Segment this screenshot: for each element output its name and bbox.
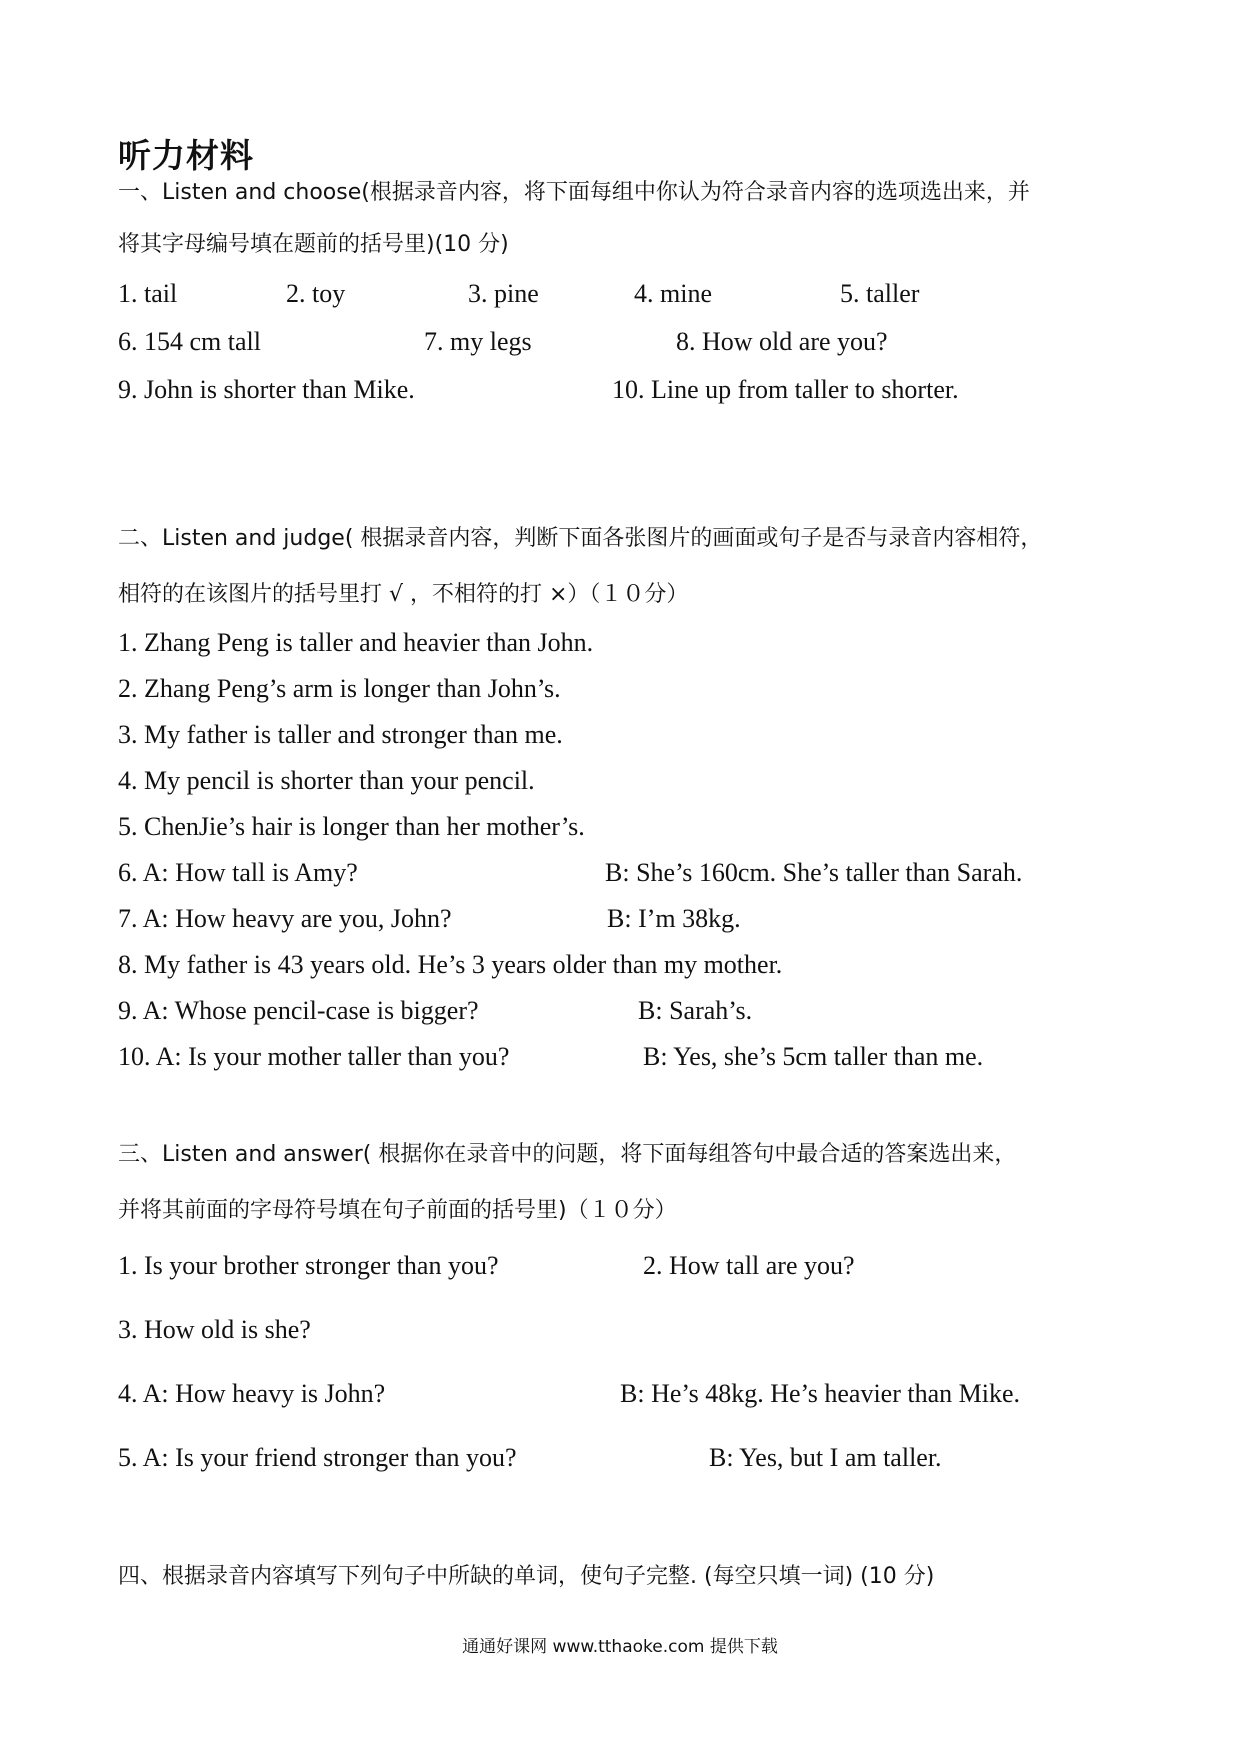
section2-answer: B: She’s 160cm. She’s taller than Sarah.	[605, 858, 1023, 887]
section1-item: 6. 154 cm tall	[118, 327, 261, 356]
section3-item: 5. A: Is your friend stronger than you?	[118, 1443, 517, 1472]
section3-item: 2. How tall are you?	[643, 1251, 855, 1280]
section4-heading: 四、根据录音内容填写下列句子中所缺的单词，使句子完整. (每空只填一词) (10 分)	[118, 1564, 935, 1589]
section2-item: 3. My father is taller and stronger than me.	[118, 720, 563, 749]
section2-item: 10. A: Is your mother taller than you?	[118, 1042, 510, 1071]
section2-item: 8. My father is 43 years old. He’s 3 years older than my mother.	[118, 950, 783, 979]
section3-heading-line1: 三、Listen and answer( 根据你在录音中的问题，将下面每组答句中最合适的答案选出来，	[118, 1142, 1017, 1167]
section3-item: 1. Is your brother stronger than you?	[118, 1251, 499, 1280]
section1-item: 4. mine	[634, 279, 712, 308]
section1-item: 3. pine	[468, 279, 539, 308]
section2-item: 5. ChenJie’s hair is longer than her mother’s.	[118, 812, 585, 841]
section2-item: 7. A: How heavy are you, John?	[118, 904, 452, 933]
section3-heading-line2: 并将其前面的字母符号填在句子前面的括号里)（１０分）	[118, 1198, 677, 1223]
section2-heading-line1: 二、Listen and judge( 根据录音内容，判断下面各张图片的画面或句子是否与录音内容相符，	[118, 526, 1043, 551]
section1-item: 5. taller	[840, 279, 920, 308]
section2-item: 9. A: Whose pencil-case is bigger?	[118, 996, 479, 1025]
footer-source: 通通好课网 www.tthaoke.com 提供下载	[462, 1637, 778, 1657]
section3-item: 4. A: How heavy is John?	[118, 1379, 386, 1408]
section1-item: 1. tail	[118, 279, 178, 308]
section2-answer: B: I’m 38kg.	[607, 904, 741, 933]
section2-answer: B: Yes, she’s 5cm taller than me.	[643, 1042, 984, 1071]
section1-item: 2. toy	[286, 279, 346, 308]
section2-answer: B: Sarah’s.	[638, 996, 753, 1025]
section2-item: 6. A: How tall is Amy?	[118, 858, 358, 887]
section3-answer: B: He’s 48kg. He’s heavier than Mike.	[620, 1379, 1021, 1408]
section3-answer: B: Yes, but I am taller.	[709, 1443, 942, 1472]
section2-heading-line2: 相符的在该图片的括号里打 √ ，不相符的打 ×）（１０分）	[118, 582, 689, 607]
section1-heading-line1: 一、Listen and choose(根据录音内容，将下面每组中你认为符合录音内容的选项选出来，并	[118, 180, 1030, 205]
section2-item: 4. My pencil is shorter than your pencil.	[118, 766, 535, 795]
section1-item: 7. my legs	[424, 327, 532, 356]
section1-item: 8. How old are you?	[676, 327, 888, 356]
section1-heading-line2: 将其字母编号填在题前的括号里)(10 分)	[118, 232, 509, 257]
section2-item: 2. Zhang Peng’s arm is longer than John’s.	[118, 674, 561, 703]
section2-item: 1. Zhang Peng is taller and heavier than John.	[118, 628, 594, 657]
section1-item: 10. Line up from taller to shorter.	[612, 375, 959, 404]
section1-item: 9. John is shorter than Mike.	[118, 375, 415, 404]
page-title: 听力材料	[118, 136, 254, 175]
section3-item: 3. How old is she?	[118, 1315, 311, 1344]
